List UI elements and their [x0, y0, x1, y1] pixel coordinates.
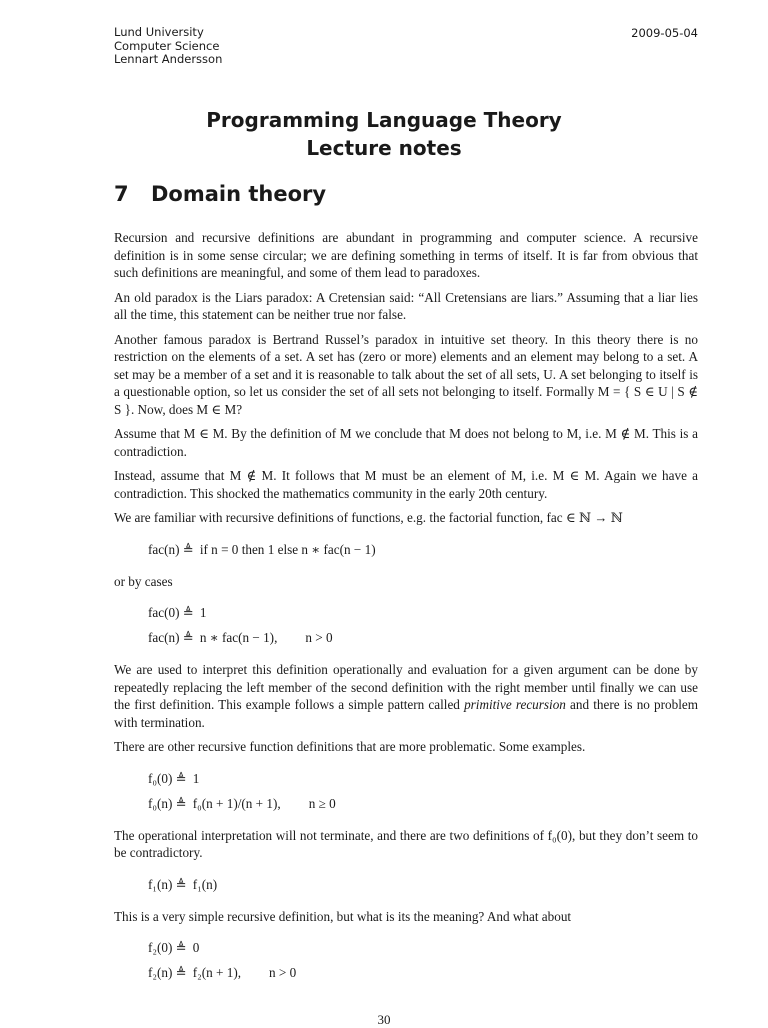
header-date: 2009-05-04 [631, 26, 698, 40]
header-author: Lennart Andersson [114, 52, 223, 66]
equation-f1-def [148, 876, 698, 894]
paragraph-problematic: There are other recursive function definitions that are more problematic. Some examples. [114, 739, 586, 754]
equation-rhs: 1 [199, 605, 207, 620]
equation-rhs: 1 [192, 770, 200, 786]
equation-lhs: f₂(n) ≜ [148, 965, 187, 980]
paragraph-not-terminate: The operational interpretation will not terminate, and there are two definitions of f₀(0), but they don’t seem to be contradictory. [114, 827, 698, 860]
equation-f0-case-2 [148, 795, 698, 813]
equation-rhs: n ∗ fac(n − 1), [199, 630, 278, 645]
document-title [0, 106, 768, 162]
header-department: Computer Science [114, 38, 220, 53]
equation-fac-def [148, 541, 698, 559]
section-heading [114, 182, 326, 206]
equation-rhs: f₂(n + 1), [192, 965, 242, 980]
equation-fac-case-1 [148, 604, 698, 622]
paragraph-liars-paradox: An old paradox is the Liars paradox: A Cretensian said: “All Cretensians are liars.” Assuming that a liar lies all the time, this statement can be neither true nor false. [114, 289, 698, 322]
equation-rhs: 0 [192, 940, 200, 955]
paragraph-by-cases: or by cases [114, 573, 173, 589]
paragraph-text: and there is no problem with termination. [114, 697, 699, 730]
equation-rhs: if n = 0 then 1 else n ∗ fac(n − 1) [199, 541, 376, 557]
equation-group-f0 [114, 770, 698, 813]
equation-lhs: fac(0) ≜ [148, 605, 194, 620]
equation-f2-case-2 [148, 964, 698, 982]
equation-lhs: fac(n) ≜ [148, 630, 194, 645]
paragraph-assume-member: Assume that M ∈ M. By the definition of M we conclude that M does not belong to M, i.e. M ∉ M. This is a contradiction. [114, 426, 698, 459]
header-affiliation [114, 26, 222, 67]
paragraph-factorial-intro: We are familiar with recursive definitions of functions, e.g. the factorial function, fac ∈ ℕ → ℕ [114, 510, 623, 525]
paragraph-operational [114, 661, 698, 731]
equation-rhs: f₀(n + 1)/(n + 1), [192, 795, 281, 811]
equation-condition: n ≥ 0 [308, 795, 336, 811]
equation-f0-case-1 [148, 770, 698, 788]
section-number: 7 [114, 182, 129, 206]
body-text [114, 229, 698, 996]
section-title: Domain theory [151, 182, 327, 206]
paragraph-recursion-intro: Recursion and recursive definitions are abundant in programming and computer science. A recursive definition is in some sense circular; we are defining something in terms of itself. It is far from obvious that such definitions are meaningful, and some of them lead to paradoxes. [114, 230, 698, 280]
page-number: 30 [377, 1012, 391, 1027]
equation-group-fac-cases [114, 604, 698, 647]
equation-group-f2 [114, 939, 698, 982]
title-line-1: Programming Language Theory [206, 108, 562, 132]
equation-fac-case-2 [148, 629, 698, 647]
paragraph-assume-not-member: Instead, assume that M ∉ M. It follows that M must be an element of M, i.e. M ∈ M. Again we have a contradiction. This shocked the mathematics community in the early 20th century. [114, 468, 698, 501]
paragraph-text: We are used to interpret this definition operationally and evaluation for a given argument can be done by repeatedly replacing the left member of the second definition with the right member until finally we can use the first definition. This example follows a simple pattern called [114, 662, 698, 712]
equation-lhs: f₀(n) ≜ [148, 795, 187, 811]
title-line-2: Lecture notes [306, 136, 462, 160]
equation-lhs: fac(n) ≜ [148, 541, 194, 557]
paragraph-russel-paradox: Another famous paradox is Bertrand Russel’s paradox in intuitive set theory. In this theory there is no restriction on the elements of a set. A set has (zero or more) elements and an element may belong to a set. A set may be a member of a set and it is reasonable to talk about the set of all sets, U. A set belonging to itself is a questionable option, so let us consider the set of all sets not belonging to itself. Formally M = { S ∈ U | S ∉ S }. Now, does M ∈ M? [114, 331, 698, 417]
equation-lhs: f₂(0) ≜ [148, 940, 187, 955]
equation-condition: n > 0 [269, 965, 297, 980]
equation-f2-case-1 [148, 939, 698, 957]
equation-lhs: f₀(0) ≜ [148, 770, 187, 786]
equation-lhs: f₁(n) ≜ [148, 876, 187, 892]
equation-condition: n > 0 [305, 630, 333, 645]
emphasis-primitive-recursion: primitive recursion [464, 697, 566, 712]
equation-rhs: f₁(n) [192, 876, 218, 892]
paragraph-meaning: This is a very simple recursive definition, but what is its the meaning? And what about [114, 908, 572, 924]
header-university: Lund University [114, 25, 204, 39]
